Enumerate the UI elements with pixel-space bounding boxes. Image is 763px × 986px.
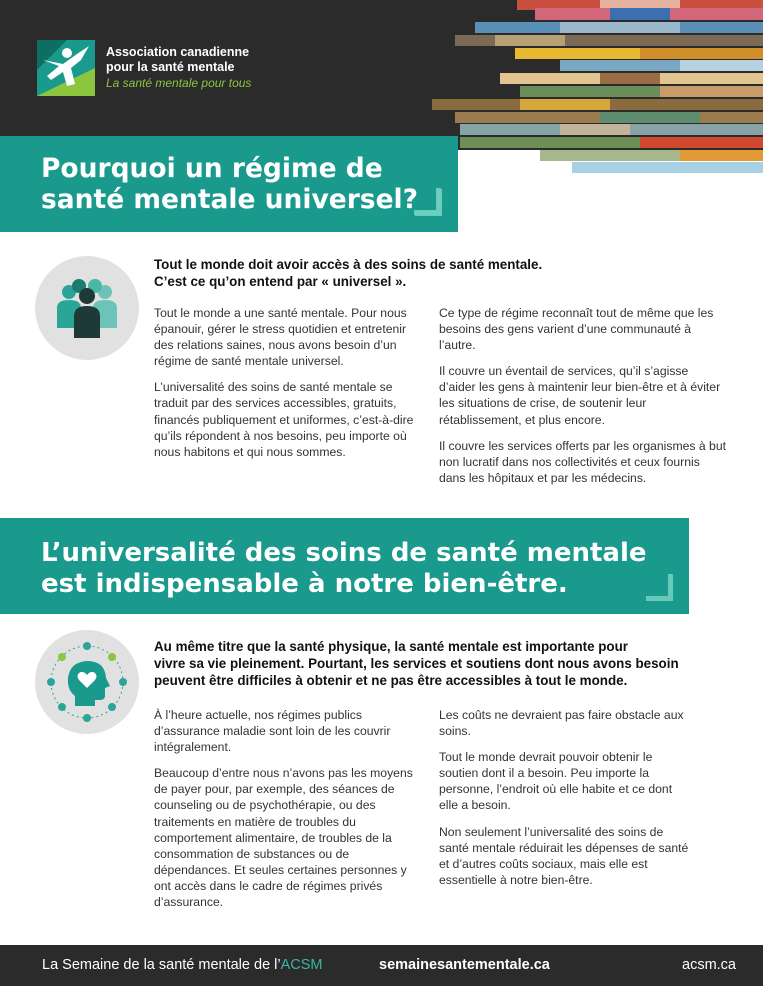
section2-title-line2: est indispensable à notre bien-être. <box>41 569 568 599</box>
footer-campaign-label: La Semaine de la santé mentale de l’ <box>42 957 281 973</box>
section2-right-paragraph: Non seulement l’universalité des soins de santé mentale réduirait les dépenses de santé et d’autres coûts sociaux, mais elle est essentielle à notre bien-être. <box>439 824 689 887</box>
section2-banner <box>0 518 689 614</box>
footer-acsm-acronym: ACSM <box>280 957 323 973</box>
section2-left-paragraph: Beaucoup d’entre nous n’avons pas les moyens de payer pour, par exemple, des séances de counseling ou de psychothérapie, ou des traitements en matière de troubles du comportement alimentaire, de troubles de la consommation de substances ou de dépendances. Et seules certaines personnes y ont accès dans le cadre de régimes privés d’assurance. <box>154 766 413 910</box>
section1-left-column <box>154 305 426 470</box>
footer-campaign-text <box>42 957 323 973</box>
page-footer <box>0 945 763 986</box>
group-of-people-icon <box>35 256 139 360</box>
section1-right-paragraph: Il couvre les services offerts par les organismes à but non lucratif dans nos collectivités et ceux fournis dans les hôpitaux et par les médecins. <box>439 438 726 485</box>
section2-title <box>41 538 647 600</box>
cmha-logo-icon <box>37 40 95 96</box>
org-tagline: La santé mentale pour tous <box>106 76 252 90</box>
head-with-heart-icon <box>35 630 139 734</box>
section2-lead-line1: Au même titre que la santé physique, la santé mentale est importante pour <box>154 639 629 654</box>
section2-lead-line3: peuvent être difficiles à obtenir et ne pas être accessibles à tout le monde. <box>154 673 628 688</box>
corner-bracket-icon <box>415 189 442 216</box>
section1-icon-circle <box>35 256 139 360</box>
corner-bracket-icon <box>646 574 673 601</box>
section2-right-column <box>439 707 691 898</box>
section1-right-paragraph: Ce type de régime reconnaît tout de même que les besoins des gens varient d’une communauté à l’autre. <box>439 306 714 353</box>
section1-title-line1: Pourquoi un régime de <box>41 153 383 184</box>
footer-site-link[interactable]: acsm.ca <box>682 957 736 973</box>
org-name-line1: Association canadienne <box>106 45 250 59</box>
section2-lead-line2: vivre sa vie pleinement. Pourtant, les services et soutiens dont nous avons besoin <box>154 656 679 671</box>
section2-lead <box>154 638 679 689</box>
section1-title <box>41 153 418 215</box>
section1-title-line2: santé mentale universel? <box>41 184 419 215</box>
section1-lead-line1: Tout le monde doit avoir accès à des soins de santé mentale. <box>154 257 543 272</box>
section1-banner <box>0 136 458 232</box>
section1-left-paragraph: Tout le monde a une santé mentale. Pour nous épanouir, gérer le stress quotidien et entretenir des relations saines, nous avons besoin d’un régime de santé mentale universel. <box>154 306 407 369</box>
section2-right-paragraph: Les coûts ne devraient pas faire obstacle aux soins. <box>439 708 684 739</box>
section2-left-column <box>154 707 426 920</box>
organization-name <box>106 45 251 91</box>
footer-campaign-link[interactable]: semainesantementale.ca <box>379 957 550 973</box>
section2-right-paragraph: Tout le monde devrait pouvoir obtenir le soutien dont il a besoin. Peu importe la personne, l’endroit où elle habite et ce dont elle a besoin. <box>439 750 673 813</box>
section1-right-column <box>439 305 727 496</box>
section2-title-line1: L’universalité des soins de santé mentale <box>41 538 647 568</box>
section1-lead-line2: C’est ce qu’on entend par « universel ». <box>154 274 407 289</box>
org-name-line2: pour la santé mentale <box>106 60 235 74</box>
section1-right-paragraph: Il couvre un éventail de services, qu’il s’agisse d’aider les gens à maintenir leur bien-être et à éviter les situations de crise, de soutenir leur rétablissement, et plus encore. <box>439 364 721 427</box>
section2-icon-circle <box>35 630 139 734</box>
section2-left-paragraph: À l’heure actuelle, nos régimes publics d’assurance maladie sont loin de les couvrir intégralement. <box>154 708 391 755</box>
section1-lead <box>154 256 542 290</box>
section1-left-paragraph: L’universalité des soins de santé mentale se traduit par des services accessibles, gratuits, financés publiquement et uniformes, c’est-à-dire qu’ils répondent à nos besoins, peu importe où nous habitons et qui nous sommes. <box>154 380 414 459</box>
